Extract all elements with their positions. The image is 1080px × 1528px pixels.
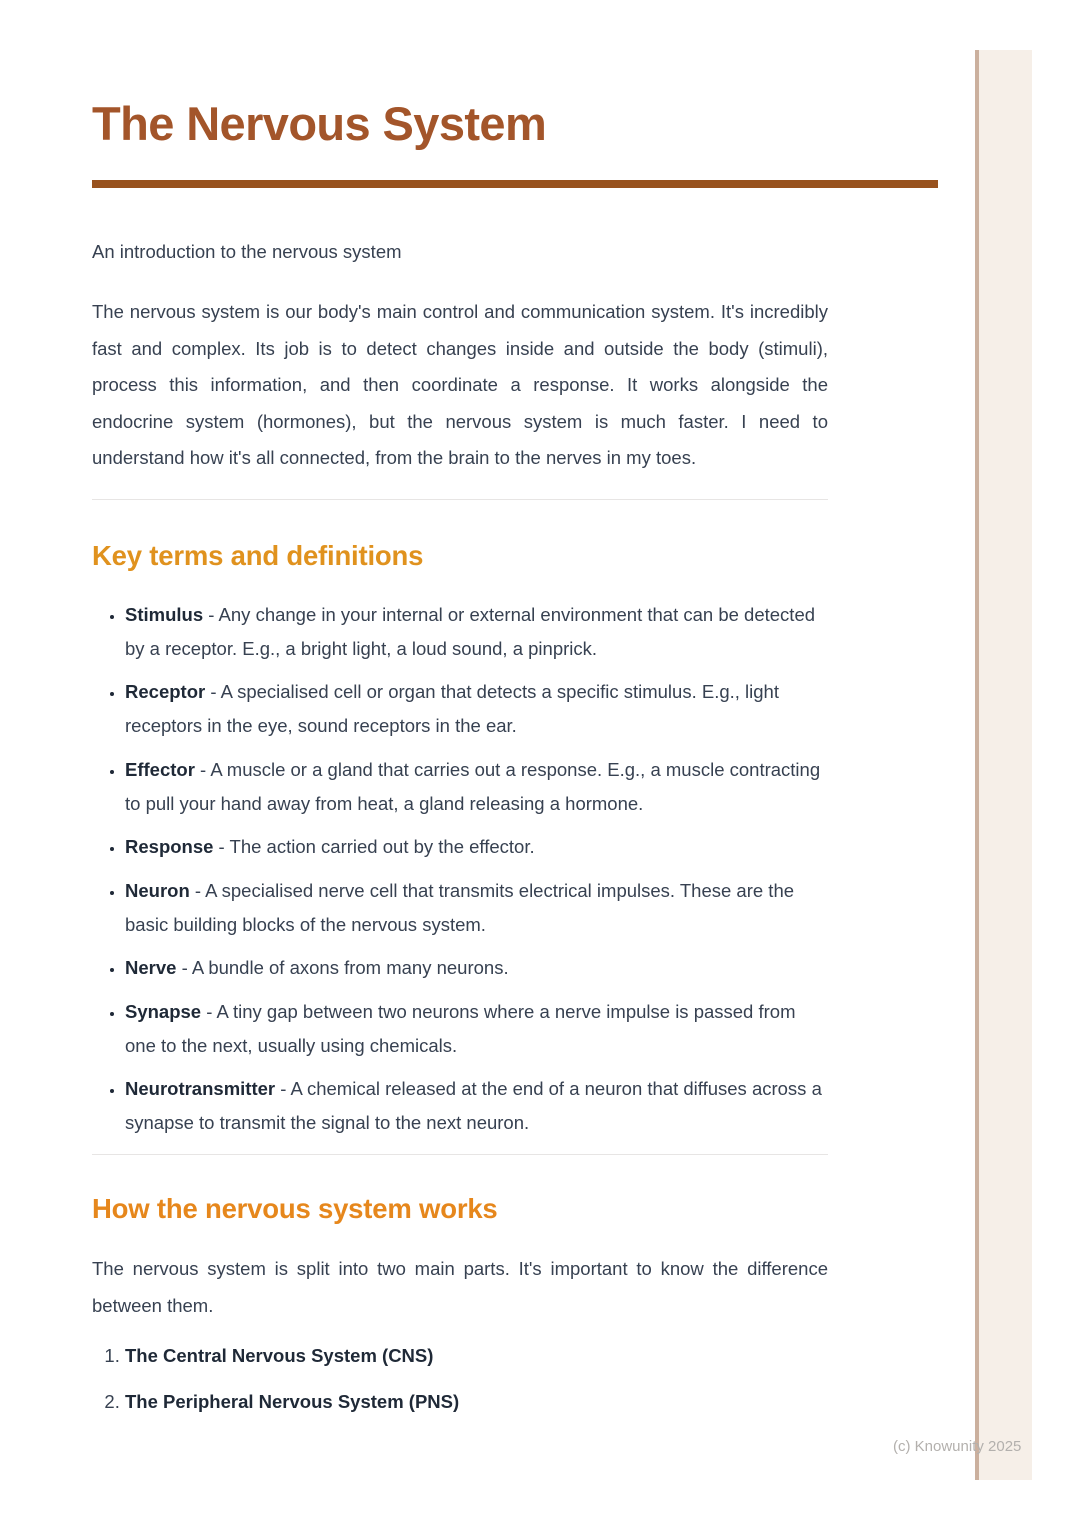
section-heading-key-terms: Key terms and definitions [92,539,424,571]
page-title: The Nervous System [92,97,547,150]
section-divider [92,1154,828,1155]
section-heading-how-it-works: How the nervous system works [92,1193,498,1224]
key-term-item: • Response - The action carried out by the effector. [125,830,828,864]
title-rule [92,180,938,188]
part-label: The Peripheral Nervous System (PNS) [125,1391,460,1412]
term-name: Stimulus [125,603,204,625]
key-term-item: • Neurotransmitter - A chemical released at the end of a neuron that diffuses across a synapse to transmit the signal to the next neuron. [125,1072,828,1140]
key-term-item: • Neuron - A specialised nerve cell that transmits electrical impulses. These are the basic building blocks of the nervous system. [125,874,828,942]
term-name: Nerve [125,957,177,978]
key-term-item: • Nerve - A bundle of axons from many neurons. [125,951,828,985]
part-label: The Central Nervous System (CNS) [125,1345,434,1366]
nervous-system-parts-list [92,1344,828,1414]
key-term-item: • Receptor - A specialised cell or organ that detects a specific stimulus. E.g., light receptors in the eye, sound receptors in the ear. [125,675,828,743]
term-name: Effector [125,758,195,780]
key-term-item: • Effector - A muscle or a gland that carries out a response. E.g., a muscle contracting to pull your hand away from heat, a gland releasing a hormone. [125,753,828,821]
term-name: Synapse [125,1000,202,1022]
term-name: Response [125,836,214,857]
key-terms-list [92,598,828,1141]
copyright-watermark: (c) Knowunity 2025 [893,1438,1022,1455]
key-term-item: • Stimulus - Any change in your internal or external environment that can be detected by a receptor. E.g., a bright light, a loud sound, a pinprick. [125,598,828,666]
key-term-item: • Synapse - A tiny gap between two neurons where a nerve impulse is passed from one to the next, usually using chemicals. [125,995,828,1063]
nervous-system-part-item [125,1344,828,1368]
nervous-system-part-item [125,1390,828,1414]
page-edge-strip [975,50,1032,1480]
term-name: Neurotransmitter [125,1078,276,1099]
section-divider [92,499,828,500]
how-it-works-paragraph: The nervous system is split into two main parts. It's important to know the difference between them. [92,1258,828,1316]
document-content [92,0,938,1436]
intro-text: An introduction to the nervous system [92,241,402,262]
term-name: Receptor [125,681,206,702]
term-name: Neuron [125,879,190,901]
description-paragraph: The nervous system is our body's main control and communication system. It's incredibly fast and complex. Its job is to detect changes inside and outside the body (stimuli), process this information, and then coordinate a response. It works alongside the endocrine system (hormones), but the nervous system is much faster. I need to understand how it's all connected, from the brain to the nerves in my toes. [92,301,828,468]
